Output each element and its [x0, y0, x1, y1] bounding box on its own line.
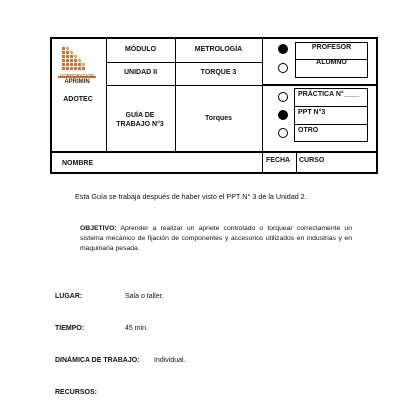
practica-radio[interactable]	[278, 92, 288, 102]
objetivo-label: OBJETIVO:	[80, 225, 117, 232]
lugar-value: Sala o taller.	[125, 293, 164, 300]
torque-label: TORQUE 3	[200, 69, 237, 76]
nombre-label: NOMBRE	[62, 160, 94, 167]
dinamica-value: Individual.	[154, 357, 186, 364]
lugar-label: LUGAR:	[55, 293, 83, 300]
guide-title: GUÍA DE TRABAJO N°3	[116, 112, 164, 128]
alumno-radio[interactable]	[278, 63, 288, 73]
ppt-label: PPT N°3	[298, 109, 326, 116]
alumno-label: ALUMNO	[316, 59, 347, 66]
divider	[175, 38, 176, 152]
profesor-label: PROFESOR	[311, 44, 352, 51]
tiempo-label: TIEMPO:	[55, 325, 85, 332]
module-name: METROLOGÍA	[194, 46, 243, 53]
logo-line2: APRIMIN	[64, 79, 90, 85]
objetivo-text: Aprender a realizar un apriete controlado o torquear correctamente un sistema mecánico de fijación de componentes y accesorios utilizados en industrias y en maquinaria pesada.	[80, 225, 352, 252]
divider	[106, 85, 262, 86]
modulo-label: MÓDULO	[124, 46, 157, 53]
otro-radio[interactable]	[278, 128, 288, 138]
divider	[262, 84, 378, 86]
divider	[294, 124, 368, 125]
logo-line1: CORPORACION	[59, 73, 94, 78]
divider	[50, 151, 378, 153]
fecha-label: FECHA	[266, 157, 291, 164]
practica-label: PRÁCTICA N°____	[298, 91, 360, 98]
otro-label: OTRO	[298, 127, 319, 134]
ppt-radio[interactable]	[278, 110, 288, 120]
profesor-radio[interactable]	[278, 44, 288, 54]
tiempo-value: 45 min.	[125, 325, 148, 332]
unit-label: UNIDAD II	[123, 69, 158, 76]
recursos-label: RECURSOS:	[55, 389, 98, 396]
divider	[106, 38, 107, 152]
org-name: ADOTEC	[63, 96, 93, 103]
divider	[296, 152, 297, 173]
intro-text: Esta Guía se trabaja después de haber visto el PPT N° 3 de la Unidad 2.	[75, 192, 307, 201]
objective-paragraph	[80, 224, 352, 254]
dinamica-label: DINÁMICA DE TRABAJO:	[55, 357, 140, 364]
divider	[106, 62, 262, 63]
corporation-logo-icon	[58, 45, 94, 75]
curso-label: CURSO	[299, 157, 325, 164]
divider	[294, 106, 368, 107]
topic-label: Torques	[204, 115, 233, 122]
